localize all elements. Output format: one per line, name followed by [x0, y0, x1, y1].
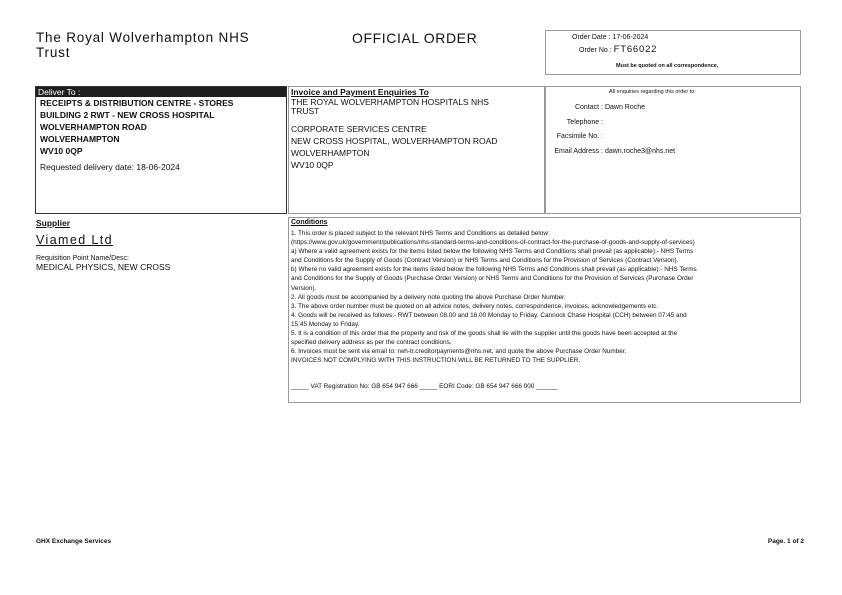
conditions-box — [288, 217, 801, 403]
supplier-name: Viamed Ltd — [36, 233, 114, 247]
invoice-address-bottom — [291, 123, 497, 171]
document-title: OFFICIAL ORDER — [352, 30, 478, 46]
condition-line: (https://www.gov.uk/government/publications/nhs-standard-terms-and-conditions-of-contract-for-the-purchase-of-goods-and-supply-of-services) — [291, 239, 695, 247]
contact-label: Contact : — [574, 104, 603, 111]
invoice-heading: Invoice and Payment Enquiries To — [291, 87, 429, 97]
invoice-address-top — [291, 98, 489, 116]
condition-line: b) Where no valid agreement exists for the items listed below the following NHS Terms and Conditions shall prevail (as applicable):- NHS Terms — [291, 266, 697, 274]
deliver-address-line: WV10 0QP — [40, 146, 83, 156]
invoice-address-line: CORPORATE SERVICES CENTRE — [291, 124, 427, 134]
deliver-to-heading: Deliver To : — [36, 87, 286, 97]
order-date-value: 17-06-2024 — [612, 34, 649, 41]
order-no-row — [579, 45, 657, 56]
enquiries-details — [546, 101, 796, 159]
condition-line: and Conditions for the Supply of Goods (Contract Version) or NHS Terms and Conditions for the Provision of Services (Contract Version). — [291, 257, 679, 265]
order-date-label: Order Date : — [572, 34, 611, 41]
condition-line: INVOICES NOT COMPLYING WITH THIS INSTRUCTION WILL BE RETURNED TO THE SUPPLIER. — [291, 357, 581, 365]
organisation-name-line2: Trust — [36, 45, 71, 60]
deliver-to-box — [35, 86, 287, 214]
telephone-row — [546, 116, 796, 131]
conditions-text — [291, 229, 697, 365]
supplier-heading: Supplier — [36, 218, 71, 228]
order-no-label: Order No : — [579, 47, 612, 54]
condition-line: Version). — [291, 284, 317, 292]
invoice-address-line: NEW CROSS HOSPITAL, WOLVERHAMPTON ROAD — [291, 136, 498, 146]
email-row — [546, 145, 796, 160]
contact-row — [546, 101, 796, 116]
email-value: dawn.roche3@nhs.net — [604, 147, 676, 155]
deliver-to-address — [40, 97, 233, 157]
telephone-label: Telephone : — [566, 118, 603, 126]
enquiries-box — [545, 86, 801, 214]
condition-line: specified delivery address as per the contract conditions. — [291, 339, 452, 347]
condition-line: 6. Invoices must be sent via email to: rwh-tr.creditorpayments@nhs.net, and quote the above Purchase Order Number. — [291, 348, 627, 356]
supplier-section — [36, 218, 286, 272]
condition-line: 15:45 Monday to Friday. — [291, 320, 360, 328]
invoice-box — [288, 86, 545, 214]
order-date-row — [572, 33, 648, 42]
order-no-value: FT66022 — [613, 44, 658, 55]
condition-line: 5. It is a condition of this order that the property and risk of the goods shall lie with the supplier until the goods have been accepted at the — [291, 330, 678, 338]
invoice-address-line: WV10 0QP — [291, 160, 334, 170]
contact-value: Dawn Roche — [604, 104, 646, 111]
organisation-name-line1: The Royal Wolverhampton NHS — [36, 30, 250, 45]
enquiries-heading: All enquiries regarding this order to: — [609, 89, 696, 95]
fax-label: Facsimile No. : — [556, 133, 603, 140]
condition-line: 1. This order is placed subject to the relevant NHS Terms and Conditions as detailed below: — [291, 230, 550, 237]
fax-row — [546, 130, 796, 145]
condition-line: 3. The above order number must be quoted on all advice notes, delivery notes, correspondence, invoices, acknowledgements etc. — [291, 302, 659, 310]
organisation-name — [36, 30, 286, 60]
deliver-address-line: WOLVERHAMPTON — [40, 134, 120, 144]
deliver-address-line: WOLVERHAMPTON ROAD — [40, 122, 147, 132]
invoice-address-line: WOLVERHAMPTON — [291, 148, 370, 158]
quote-note: Must be quoted on all correspondence. — [616, 63, 719, 69]
footer-left: GHX Exchange Services — [36, 538, 112, 545]
vat-eori-line: _____ VAT Registration No: GB 654 947 666 _____ EORI Code: GB 654 947 666 000 ______ — [291, 383, 558, 390]
deliver-address-line: BUILDING 2 RWT - NEW CROSS HOSPITAL — [40, 110, 215, 120]
condition-line: 2. All goods must be accompanied by a delivery note quoting the above Purchase Order Number. — [291, 293, 566, 301]
invoice-address-line: THE ROYAL WOLVERHAMPTON HOSPITALS NHS — [291, 97, 489, 107]
conditions-heading: Conditions — [291, 219, 328, 226]
condition-line: 4. Goods will be received as follows:- RWT between 08.00 and 16.00 Monday to Friday. Cannock Chase Hospital (CCH) between 07:45 and — [291, 311, 687, 319]
requisition-value: MEDICAL PHYSICS, NEW CROSS — [36, 262, 171, 272]
email-label: Email Address : — [554, 147, 603, 155]
page-number: Page. 1 of 2 — [767, 538, 804, 545]
invoice-address-line: TRUST — [291, 106, 320, 116]
order-info-box — [545, 30, 801, 75]
deliver-address-line: RECEIPTS & DISTRIBUTION CENTRE - STORES — [40, 98, 234, 108]
requested-delivery-date: Requested delivery date: 18-06-2024 — [40, 162, 180, 172]
requisition-label: Requisition Point Name/Desc: — [36, 255, 129, 262]
condition-line: a) Where a valid agreement exists for the items listed below the following NHS Terms and Conditions shall prevail (as applicable):- NHS Terms — [291, 248, 694, 256]
condition-line: and Conditions for the Supply of Goods (Purchase Order Version) or NHS Terms and Conditions for the Provision of Services (Purchase Order — [291, 275, 694, 283]
